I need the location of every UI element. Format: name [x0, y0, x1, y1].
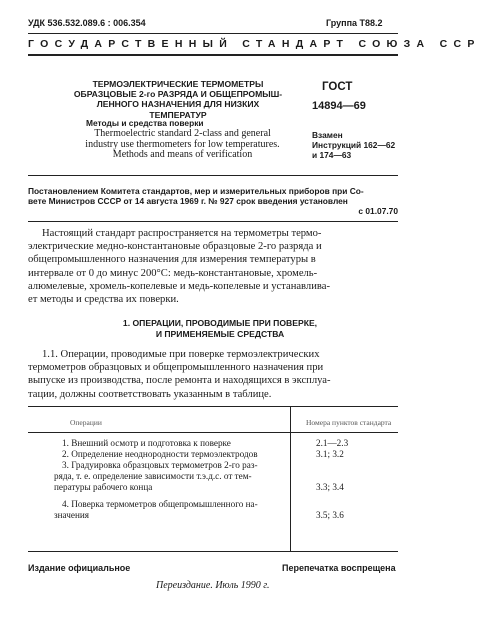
- table-top-rule: [28, 406, 398, 407]
- clause-line: 1.1. Операции, проводимые при поверке термоэлектрических: [42, 349, 320, 360]
- decree-line: Постановлением Комитета стандартов, мер и измерительных приборов при Со-: [28, 186, 364, 196]
- table-cell-clauses: 3.1; 3.2: [316, 449, 344, 459]
- table-row: [62, 449, 288, 460]
- intro-line: общепромышленного назначения для измерения температуры в: [28, 254, 316, 266]
- replaces-line: Инструкций 162—62: [312, 140, 396, 150]
- decree-statement: [28, 186, 398, 217]
- udc-code: УДК 536.532.089.6 : 006.354: [28, 18, 146, 28]
- table-bottom-rule: [28, 551, 398, 552]
- title-ru-line: ТЕРМОЭЛЕКТРИЧЕСКИЕ ТЕРМОМЕТРЫ: [92, 79, 264, 89]
- document-title-ru: [68, 79, 288, 120]
- title-ru-line: ТЕМПЕРАТУР: [149, 109, 207, 120]
- document-subtitle-ru: Методы и средства поверки: [86, 118, 204, 128]
- section-title-line: 1. ОПЕРАЦИИ, ПРОВОДИМЫЕ ПРИ ПОВЕРКЕ,: [122, 318, 318, 328]
- section-1-title: [100, 318, 340, 339]
- state-standard-banner: ГОСУДАРСТВЕННЫЙ СТАНДАРТ СОЮЗА ССР: [28, 38, 481, 50]
- decree-line: с 01.07.70: [358, 206, 398, 217]
- intro-line: интервале от 0 до минус 200°С: медь-константановые, хромель-: [28, 267, 318, 279]
- clause-line: термометров образцовых и общепромышленного назначения при: [28, 362, 324, 374]
- table-header-clauses: Номера пунктов стандарта: [306, 418, 392, 427]
- gost-number: 14894—69: [312, 100, 366, 112]
- table-column-divider: [290, 406, 291, 551]
- reissue-note: Переиздание. Июль 1990 г.: [156, 580, 270, 591]
- table-cell-operation: 1. Внешний осмотр и подготовка к поверке: [62, 438, 231, 448]
- group-code: Группа Т88.2: [326, 18, 383, 28]
- document-title-en: [80, 129, 285, 161]
- table-header-operations: Операции: [70, 418, 102, 427]
- intro-paragraph: [28, 227, 398, 306]
- table-header-rule: [28, 432, 398, 433]
- reprint-prohibited-label: Перепечатка воспрещена: [282, 563, 396, 573]
- table-cell-operation-cont: ряда, т. е. определение зависимости т.э.д.с. от тем-: [54, 471, 252, 481]
- table-row: [54, 460, 288, 493]
- title-en-line: Thermoelectric standard 2-class and general: [94, 128, 271, 139]
- table-row: [54, 499, 288, 521]
- table-cell-clauses: 3.5; 3.6: [316, 510, 344, 520]
- section-title-line: И ПРИМЕНЯЕМЫЕ СРЕДСТВА: [155, 328, 285, 339]
- table-cell-operation: 2. Определение неоднородности термоэлектродов: [62, 449, 258, 459]
- decree-line: вете Министров СССР от 14 августа 1969 г. № 927 срок введения установлен: [28, 196, 348, 207]
- decree-divider: [28, 221, 398, 222]
- title-ru-line: ЛЕННОГО НАЗНАЧЕНИЯ ДЛЯ НИЗКИХ: [96, 99, 260, 110]
- title-en-line: Methods and means of verification: [112, 149, 253, 160]
- table-cell-operation: 3. Градуировка образцовых термометров 2-го раз-: [62, 460, 258, 470]
- official-edition-label: Издание официальное: [28, 563, 131, 573]
- gost-label: ГОСТ: [322, 81, 353, 93]
- intro-line: алюмелевые, хромель-копелевые и медь-копелевые и устанавлива-: [28, 280, 330, 292]
- clause-line: выпуске из производства, после ремонта и находящихся в эксплуа-: [28, 375, 331, 387]
- clause-line: тации, должны соответствовать указанным в таблице.: [28, 388, 272, 400]
- table-cell-operation: 4. Поверка термометров общепромышленного на-: [62, 499, 258, 509]
- table-row: [62, 438, 288, 449]
- header-top-rule: [28, 33, 398, 34]
- title-ru-line: ОБРАЗЦОВЫЕ 2-го РАЗРЯДА И ОБЩЕПРОМЫШ-: [73, 89, 283, 100]
- table-cell-operation-cont: пературы рабочего конца: [54, 482, 153, 492]
- table-cell-clauses: 2.1—2.3: [316, 438, 349, 448]
- clause-1-1: [28, 348, 398, 401]
- title-en-line: industry use thermometers for low temperatures.: [85, 138, 280, 150]
- replaces-note: [312, 130, 395, 160]
- table-cell-operation-cont: значения: [54, 510, 90, 520]
- intro-line: электрические медно-константановые образцовые 2-го разряда и: [28, 241, 322, 253]
- intro-line: Настоящий стандарт распространяется на термометры термо-: [42, 228, 322, 239]
- replaces-line: и 174—63: [312, 150, 352, 160]
- table-cell-clauses: 3.3; 3.4: [316, 482, 344, 492]
- replaces-line: Взамен: [312, 130, 343, 140]
- intro-line: ет методы и средства их поверки.: [28, 294, 179, 306]
- header-bottom-rule: [28, 54, 398, 56]
- title-divider: [28, 175, 398, 176]
